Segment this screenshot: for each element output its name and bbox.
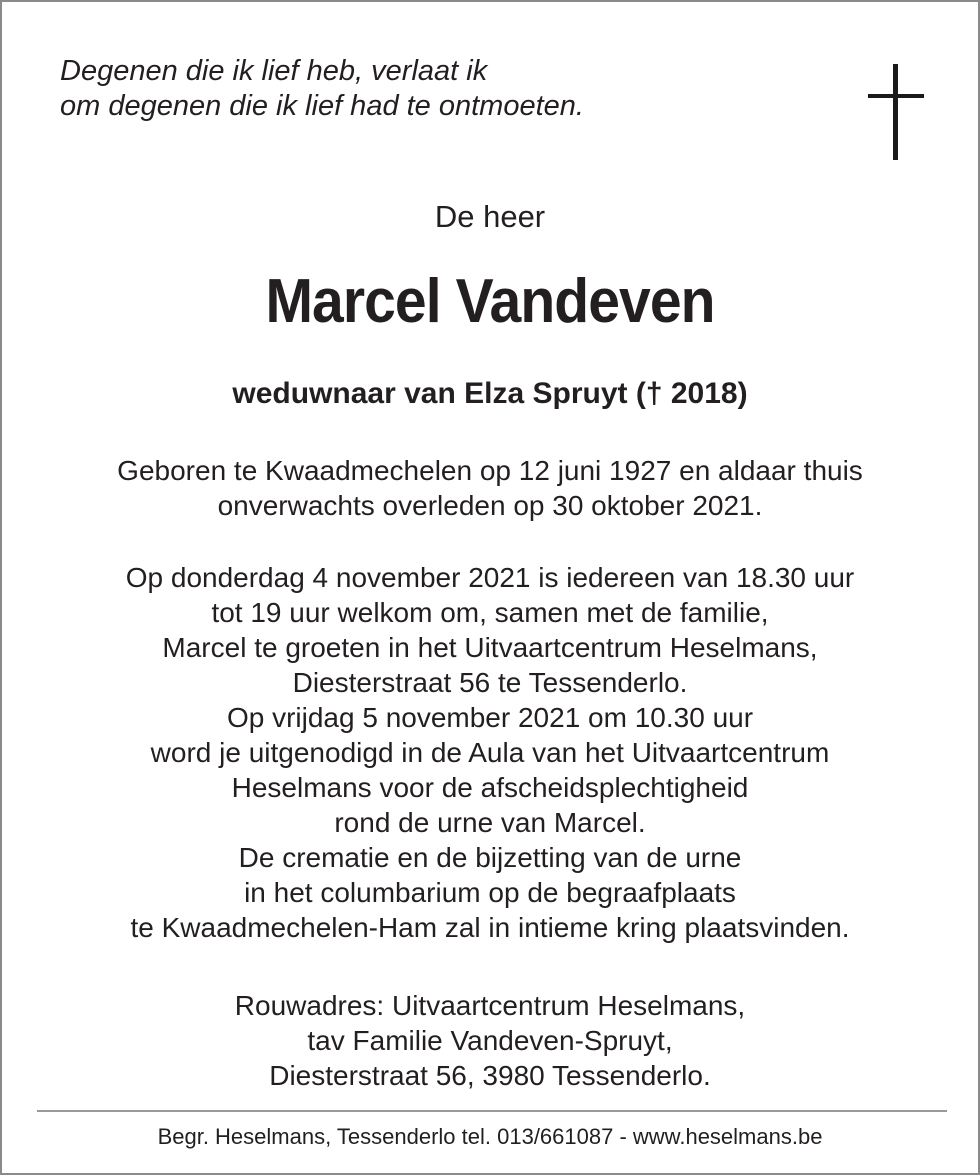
title-prefix: De heer [434,199,546,234]
latin-cross-icon [868,64,924,160]
paragraph-line: tot 19 uur welkom om, samen met de familie, [211,597,769,628]
paragraph-line: Diesterstraat 56 te Tessenderlo. [292,667,688,698]
paragraph-line: De crematie en de bijzetting van de urne [238,842,742,873]
footer-divider [37,1110,947,1112]
opening-quote [60,54,584,124]
paragraph-line: Marcel te groeten in het Uitvaartcentrum Heselmans, [162,632,818,663]
paragraph-line: word je uitgenodigd in de Aula van het Uitvaartcentrum [150,737,830,768]
address-line: Rouwadres: Uitvaartcentrum Heselmans, [234,990,746,1021]
paragraph-line: rond de urne van Marcel. [334,807,646,838]
address-line: Diesterstraat 56, 3980 Tessenderlo. [269,1060,711,1091]
address-line: tav Familie Vandeven-Spruyt, [307,1025,673,1056]
cross-vertical-bar [893,64,898,160]
paragraph-line: Op donderdag 4 november 2021 is iedereen van 18.30 uur [125,562,855,593]
mourning-address [2,988,978,1093]
cross-horizontal-bar [868,94,924,98]
paragraph-line: Heselmans voor de afscheidsplechtigheid [231,772,749,803]
paragraph-line: in het columbarium op de begraafplaats [244,877,736,908]
deceased-name: Marcel Vandeven [265,267,715,336]
widower-line: weduwnaar van Elza Spruyt († 2018) [232,377,748,410]
paragraph-line: onverwachts overleden op 30 oktober 2021. [217,490,763,521]
quote-line: om degenen die ik lief had te ontmoeten. [60,90,584,122]
paragraph-line: Op vrijdag 5 november 2021 om 10.30 uur [226,702,754,733]
quote-line: Degenen die ik lief heb, verlaat ik [60,55,488,87]
ceremony-paragraph [2,560,978,945]
funeral-home-footer: Begr. Heselmans, Tessenderlo tel. 013/661087 - www.heselmans.be [157,1124,823,1149]
paragraph-line: Geboren te Kwaadmechelen op 12 juni 1927 en aldaar thuis [117,455,863,486]
paragraph-line: te Kwaadmechelen-Ham zal in intieme kring plaatsvinden. [130,912,850,943]
birth-death-paragraph [2,453,978,523]
